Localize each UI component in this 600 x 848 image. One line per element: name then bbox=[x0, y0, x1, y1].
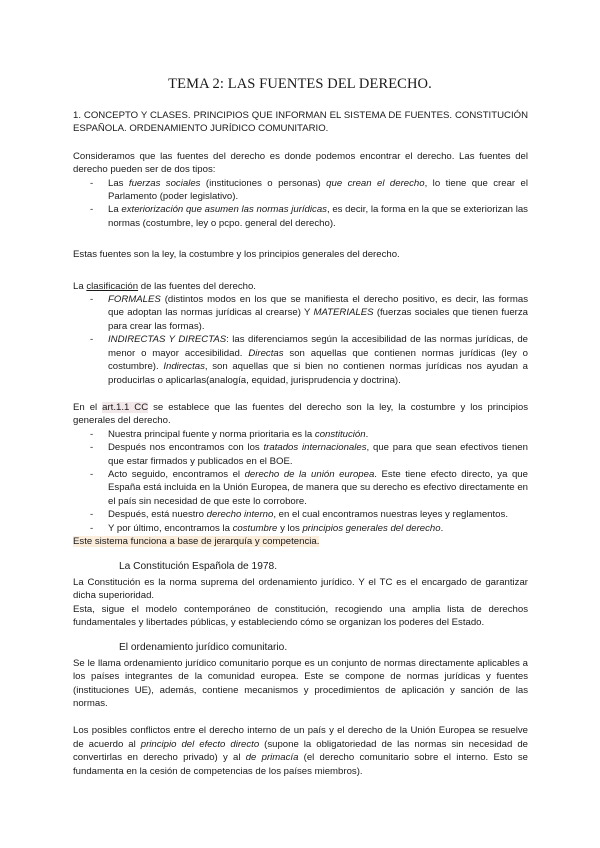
community-heading: El ordenamiento jurídico comunitario. bbox=[119, 642, 288, 654]
sources-paragraph: Estas fuentes son la ley, la costumbre y los principios generales del derecho. bbox=[73, 249, 400, 261]
intro-list bbox=[73, 177, 528, 231]
clasificacion-link[interactable]: clasificación bbox=[86, 280, 139, 292]
dash-bullet: - bbox=[90, 204, 94, 216]
dash-bullet: - bbox=[90, 428, 94, 440]
article-reference: art.1.1 CC bbox=[102, 401, 149, 413]
dash-bullet: - bbox=[90, 294, 94, 306]
intro-paragraph: Consideramos que las fuentes del derecho es donde podemos encontrar el derecho. Las fuentes del derecho pueden ser de dos tipos: bbox=[73, 150, 528, 176]
list-item: - Nuestra principal fuente y norma prioritaria es la constitución. bbox=[90, 428, 369, 440]
dash-bullet: - bbox=[90, 522, 94, 534]
list-item: - Después, está nuestro derecho interno, en el cual encontramos nuestras leyes y reglamentos. bbox=[90, 509, 508, 521]
list-item: - La exteriorización que asumen las normas jurídicas, es decir, la forma en la que se exteriorizan las normas (costumbre, ley o pcpo. general del derecho). bbox=[90, 204, 528, 229]
list-item: - INDIRECTAS Y DIRECTAS: las diferenciamos según la accesibilidad de las normas jurídicas, de menor o mayor accesibilidad. Directas son aquellas que contienen normas jurídicas (ley o costumbre). Indirectas, son aquellas que si bien no contienen normas jurídicas nos ayudan a producirlas o aplicarlas(analogía, equidad, jurisprudencia y doctrina). bbox=[90, 334, 528, 386]
list-item: - Las fuerzas sociales (instituciones o personas) que crean el derecho, lo tiene que crear el Parlamento (poder legislativo). bbox=[90, 177, 528, 203]
list-item: - Y por último, encontramos la costumbre y los principios generales del derecho. bbox=[90, 522, 444, 534]
constitution-heading: La Constitución Española de 1978. bbox=[119, 561, 278, 573]
classification-list bbox=[73, 293, 528, 387]
classification-intro: La clasificación de las fuentes del derecho. bbox=[73, 280, 256, 292]
hierarchy-list bbox=[73, 428, 528, 535]
list-item: - Acto seguido, encontramos el derecho de la unión europea. Este tiene efecto directo, ya que España está incluida en la Unión Europea, de manera que su derecho es efectivo directamente en el país sin necesidad de que este lo corrobore. bbox=[90, 468, 528, 507]
list-item: - FORMALES (distintos modos en los que se manifiesta el derecho positivo, es decir, las formas que adoptan las normas jurídicas al crearse) Y MATERIALES (fuerzas sociales que tienen fuerza para crear las formas). bbox=[90, 294, 529, 332]
constitution-paragraph-2: Esta, sigue el modelo contemporáneo de constitución, recogiendo una amplia lista de derechos fundamentales y libertades públicas, y estableciendo cómo se organizan los poderes del Estado. bbox=[73, 603, 528, 628]
dash-bullet: - bbox=[90, 442, 94, 454]
community-paragraph-2: Los posibles conflictos entre el derecho interno de un país y el derecho de la Unión Europea se resuelve de acuerdo al principio del efecto directo (supone la obligatoriedad de las normas sin necesidad de convertirlas en derecho privado) y al de primacía (el derecho comunitario sobre el interno. Esto se fundamenta en la cesión de competencias de los países miembros). bbox=[73, 725, 529, 777]
section-heading: 1. CONCEPTO Y CLASES. PRINCIPIOS QUE INFORMAN EL SISTEMA DE FUENTES. CONSTITUCIÓN ESPAÑOLA. ORDENAMIENTO JURÍDICO COMUNITARIO. bbox=[73, 110, 528, 135]
list-item: - Después nos encontramos con los tratados internacionales, que para que sean efectivos tienen que estar firmados y publicados en el BOE. bbox=[90, 442, 528, 467]
document-title: TEMA 2: LAS FUENTES DEL DERECHO. bbox=[168, 76, 432, 92]
dash-bullet: - bbox=[90, 468, 94, 480]
dash-bullet: - bbox=[90, 509, 94, 521]
dash-bullet: - bbox=[90, 334, 94, 346]
dash-bullet: - bbox=[90, 177, 94, 189]
constitution-paragraph-1: La Constitución es la norma suprema del ordenamiento jurídico. Y el TC es el encargado de garantizar dicha superioridad. bbox=[73, 576, 528, 602]
highlighted-sentence: Este sistema funciona a base de jerarquía y competencia. bbox=[73, 535, 320, 547]
community-paragraph-1: Se le llama ordenamiento jurídico comunitario porque es un conjunto de normas directamente aplicables a los países integrantes de la comunidad europea. Este se compone de normas jurídicas y fuentes (instituciones UE), además, contiene mecanismos y procedimientos de aplicación y sanción de las normas. bbox=[73, 657, 528, 710]
article-paragraph: En el art.1.1 CC se establece que las fuentes del derecho son la ley, la costumbre y los principios generales del derecho. bbox=[73, 401, 528, 427]
document-body bbox=[73, 109, 528, 778]
